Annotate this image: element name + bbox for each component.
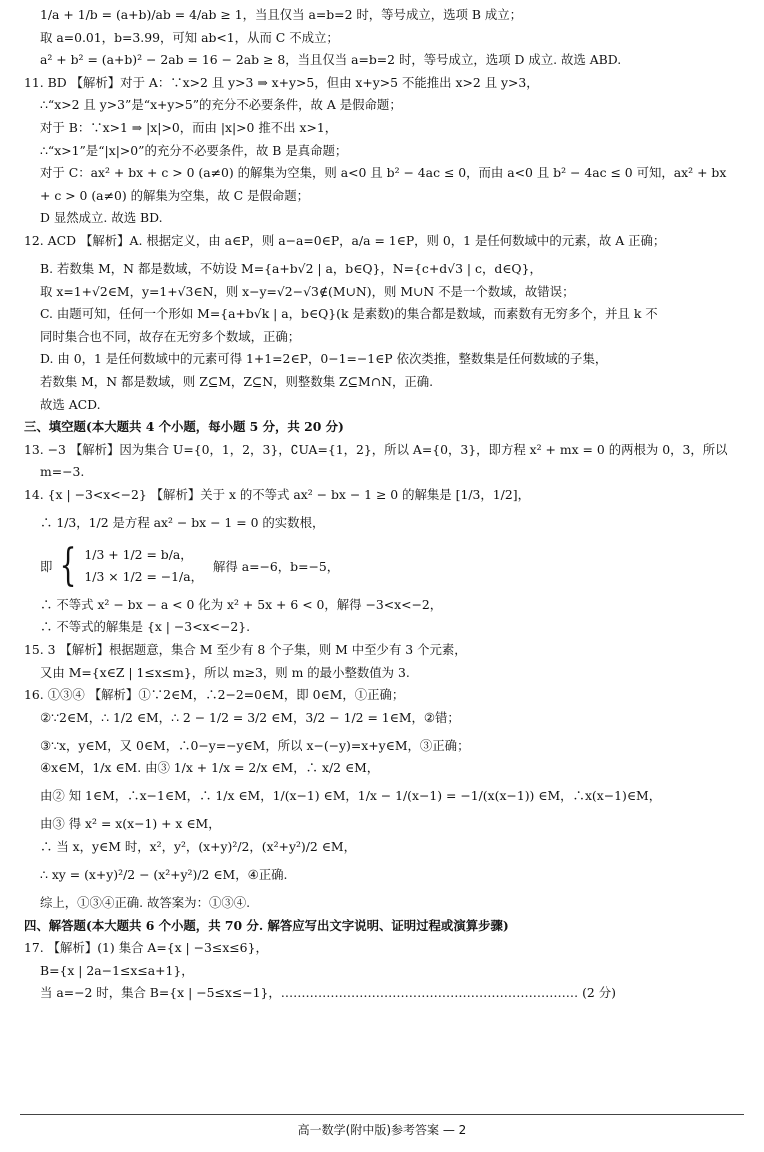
question-17-header: 17. 【解析】(1) 集合 A={x | −3≤x≤6}， [24,940,268,956]
text-line: ∴ 1/3，1/2 是方程 ax² − bx − 1 = 0 的实数根， [40,514,325,530]
text-line: 由② 知 1∈M，∴x−1∈M，∴ 1/x ∈M，1/(x−1) ∈M，1/x − 1/(x−1) = −1/(x(x−1)) ∈M，∴x(x−1)∈M， [40,788,662,804]
question-12-header: 12. ACD 【解析】A. 根据定义，由 a∈P，则 a−a=0∈P，a/a = 1∈P，则 0，1 是任何数域中的元素，故 A 正确； [24,232,666,248]
text-line: C. 由题可知，任何一个形如 M={a+b√k | a，b∈Q}(k 是素数)的集合都是数域，而素数有无穷多个，并且 k 不 [40,306,658,322]
text-line: 若数集 M，N 都是数域，则 Z⊆M，Z⊆N，则整数集 Z⊆M∩N，正确. [40,373,434,389]
system-solution: 解得 a=−6，b=−5， [213,558,340,574]
text-line: 由③ 得 x² = x(x−1) + x ∈M， [40,816,221,832]
question-11-header: 11. BD 【解析】对于 A：∵x>2 且 y>3 ⇒ x+y>5，但由 x+y>5 不能推出 x>2 且 y>3， [24,74,539,90]
text-line: 综上，①③④正确. 故答案为：①③④. [40,895,251,911]
text-line: B={x | 2a−1≤x≤a+1}， [40,962,194,978]
question-13-header: 13. −3 【解析】因为集合 U={0，1，2，3}，∁UA={1，2}，所以 A={0，3}，即方程 x² + mx = 0 的两根为 0，3，所以 [24,441,728,457]
footer-divider [20,1114,744,1115]
text-line: 取 x=1+√2∈M，y=1+√3∈N，则 x−y=√2−√3∉(M∪N)，则 M∪N 不是一个数域，故错误； [40,283,575,299]
text-line: 取 a=0.01，b=3.99，可知 ab<1，从而 C 不成立； [40,29,339,45]
page-footer: 高一数学(附中版)参考答案 — 2 [297,1123,467,1137]
question-15-header: 15. 3 【解析】根据题意，集合 M 至少有 8 个子集，则 M 中至少有 3 个元素， [24,642,467,658]
text-line: ③∵x，y∈M，又 0∈M，∴0−y=−y∈M，所以 x−(−y)=x+y∈M，③正确； [40,737,470,753]
text-line: ∴ 不等式 x² − bx − a < 0 化为 x² + 5x + 6 < 0，解得 −3<x<−2， [40,596,443,612]
question-16-header: 16. ①③④ 【解析】①∵2∈M，∴2−2=0∈M，即 0∈M，①正确； [24,687,405,703]
text-line: B. 若数集 M，N 都是数域，不妨设 M={a+b√2 | a，b∈Q}，N={c+d√3 | c，d∈Q}， [40,260,542,276]
text-line: ∴ 不等式的解集是 {x | −3<x<−2}. [40,619,251,635]
text-line: + c > 0 (a≠0) 的解集为空集，故 C 是假命题； [40,187,310,203]
system-equation-1: 1/3 + 1/2 = b/a， [84,546,193,562]
text-line: ∴“x>2 且 y>3”是“x+y>5”的充分不必要条件，故 A 是假命题； [40,97,402,113]
text-line: D. 由 0，1 是任何数域中的元素可得 1+1=2∈P，0−1=−1∈P 依次类推，整数集是任何数域的子集， [40,351,608,367]
system-equations [84,548,203,584]
text-line: 又由 M={x∈Z | 1≤x≤m}，所以 m≥3，则 m 的最小整数值为 3. [40,664,410,680]
text-line: D 显然成立. 故选 BD. [40,210,163,226]
equation-system [24,539,748,591]
system-equation-2: 1/3 × 1/2 = −1/a， [84,568,204,584]
section-heading-fill-in: 三、填空题(本大题共 4 个小题，每小题 5 分，共 20 分) [24,419,344,435]
text-line: m=−3. [40,464,85,480]
system-lead: 即 [40,558,53,574]
text-line: 同时集合也不同，故存在无穷多个数域，正确； [40,328,301,344]
text-line: 1/a + 1/b = (a+b)/ab = 4/ab ≥ 1，当且仅当 a=b=2 时，等号成立，选项 B 成立； [40,7,523,22]
text-line: ②∵2∈M，∴ 1/2 ∈M，∴ 2 − 1/2 = 3/2 ∈M，3/2 − 1/2 = 1∈M，②错； [40,709,460,725]
text-line: a² + b² = (a+b)² − 2ab = 16 − 2ab ≥ 8，当且仅当 a=b=2 时，等号成立，选项 D 成立. 故选 ABD. [40,52,622,68]
text-line: ∴ 当 x，y∈M 时，x²，y²，(x+y)²/2，(x²+y²)/2 ∈M， [40,839,356,855]
text-line: ④x∈M，1/x ∈M. 由③ 1/x + 1/x = 2/x ∈M，∴ x/2 ∈M， [40,760,380,776]
text-line: 故选 ACD. [40,396,101,412]
question-14-header: 14. {x | −3<x<−2} 【解析】关于 x 的不等式 ax² − bx − 1 ≥ 0 的解集是 [1/3，1/2]， [24,486,530,502]
text-line: ∴ xy = (x+y)²/2 − (x²+y²)/2 ∈M，④正确. [40,867,288,883]
text-line: ∴“x>1”是“|x|>0”的充分不必要条件，故 B 是真命题； [40,142,348,158]
text-line: 当 a=−2 时，集合 B={x | −5≤x≤−1}，……………………………………………………………… (2 分) [40,985,616,1001]
left-brace-icon: { [59,539,77,591]
text-line: 对于 C：ax² + bx + c > 0 (a≠0) 的解集为空集，则 a<0 且 b² − 4ac ≤ 0，而由 a<0 且 b² − 4ac ≤ 0 可知，ax² + bx [40,165,727,181]
text-line: 对于 B：∵x>1 ⇒ |x|>0，而由 |x|>0 推不出 x>1， [40,119,338,135]
section-heading-solutions: 四、解答题(本大题共 6 个小题，共 70 分. 解答应写出文字说明、证明过程或演算步骤) [24,917,509,933]
